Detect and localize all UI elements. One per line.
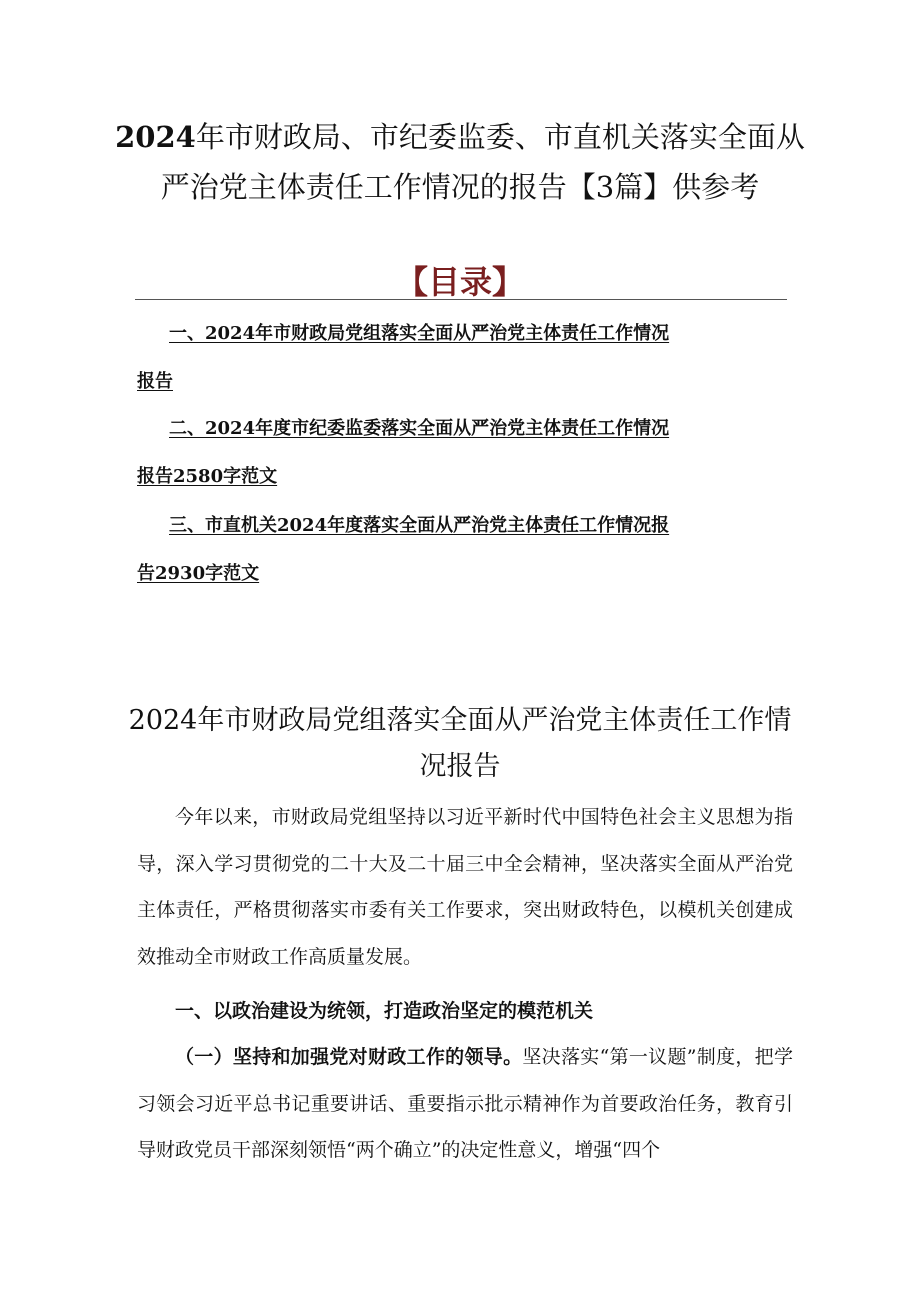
toc-link-2-line1: 二、2024年度市纪委监委落实全面从严治党主体责任工作情况 bbox=[169, 418, 670, 439]
subsection-1-heading: （一）坚持和加强党对财政工作的领导。 bbox=[175, 1046, 523, 1068]
section-title: 2024年市财政局党组落实全面从严治党主体责任工作情况报告 bbox=[128, 705, 792, 782]
toc-link-1-line1: 一、2024年市财政局党组落实全面从严治党主体责任工作情况 bbox=[169, 323, 670, 344]
toc-link-3-line2: 告2930字范文 bbox=[137, 563, 260, 584]
toc-link-1[interactable] bbox=[137, 310, 737, 406]
toc-link-1-line2: 报告 bbox=[137, 371, 173, 392]
document-title bbox=[110, 112, 810, 212]
toc-link-3-line1: 三、市直机关2024年度落实全面从严治党主体责任工作情况报 bbox=[169, 515, 670, 536]
document-title-text: 年市财政局、市纪委监委、市直机关落实全面从严治党主体责任工作情况的报告【3篇】供参考 bbox=[160, 120, 805, 204]
subsection-1-text: 坚决落实“第一议题”制度，把学习领会习近平总书记重要讲话、重要指示批示精神作为首要政治任务，教育引导财政党员干部深刻领悟“两个确立”的决定性意义，增强“四个 bbox=[137, 1046, 793, 1161]
toc-heading: 【目录】 bbox=[395, 263, 524, 301]
document-title-year: 2024 bbox=[115, 120, 196, 154]
subsection-1-paragraph bbox=[137, 1034, 793, 1174]
toc-divider bbox=[135, 299, 787, 300]
toc-link-2[interactable] bbox=[137, 405, 737, 501]
toc-link-3[interactable] bbox=[137, 502, 737, 598]
intro-paragraph: 今年以来，市财政局党组坚持以习近平新时代中国特色社会主义思想为指导，深入学习贯彻党的二十大及二十届三中全会精神，坚决落实全面从严治党主体责任，严格贯彻落实市委有关工作要求，突出财政特色，以模机关创建成效推动全市财政工作高质量发展。 bbox=[137, 806, 793, 968]
toc-link-2-line2: 报告2580字范文 bbox=[137, 466, 278, 487]
heading-1: 一、以政治建设为统领，打造政治坚定的模范机关 bbox=[175, 1000, 594, 1022]
